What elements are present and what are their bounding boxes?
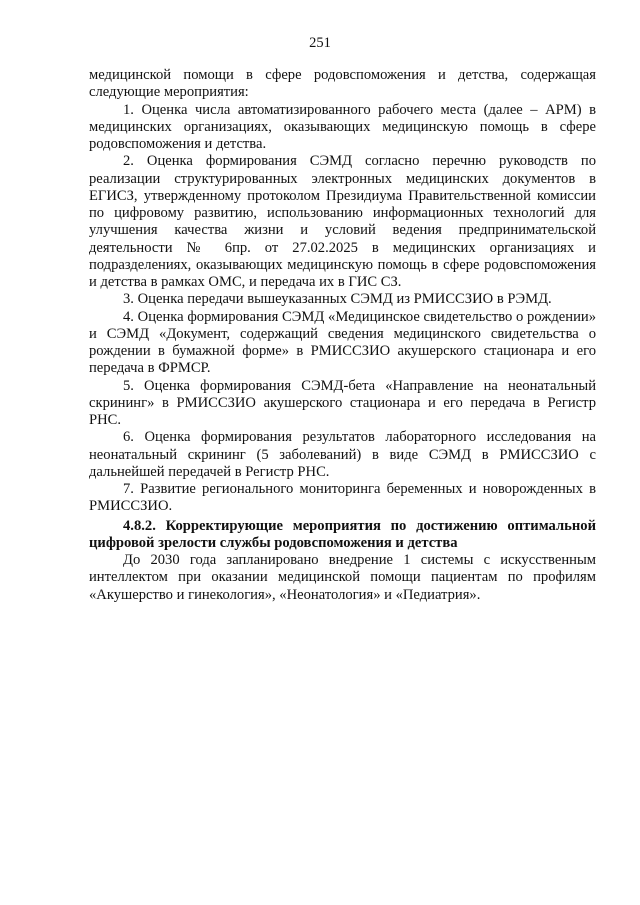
list-item-1: 1. Оценка числа автоматизированного рабочего места (далее – АРМ) в медицинских организациях, оказывающих медицинскую помощь в сфере родовспоможения и детства. bbox=[89, 101, 596, 152]
page-number: 251 bbox=[309, 35, 331, 51]
list-item-5: 5. Оценка формирования СЭМД-бета «Направление на неонатальный скрининг» в РМИССЗИО акушерского стационара и его передача в Регистр РНС. bbox=[89, 377, 596, 428]
section-heading: 4.8.2. Корректирующие мероприятия по достижению оптимальной цифровой зрелости службы родовспоможения и детства bbox=[89, 517, 596, 551]
section-paragraph: До 2030 года запланировано внедрение 1 системы с искусственным интеллектом при оказании медицинской помощи пациентам по профилям «Акушерство и гинекология», «Неонатология» и «Педиатрия». bbox=[89, 552, 596, 603]
list-item-3: 3. Оценка передачи вышеуказанных СЭМД из РМИССЗИО в РЭМД. bbox=[123, 291, 552, 308]
list-item-2: 2. Оценка формирования СЭМД согласно перечню руководств по реализации структурированных электронных медицинских документов в ЕГИСЗ, утвержденному протоколом Президиума Правительственной комиссии по цифровому развитию, использованию информационных технологий для улучшения качества жизни и условий ведения предпринимательской деятельности № 6пр. от 27.02.2025 в медицинских организациях и подразделениях, оказывающих медицинскую помощь в сфере родовспоможения и детства в рамках ОМС, и передача их в ГИС СЗ. bbox=[89, 153, 596, 290]
list-item-4: 4. Оценка формирования СЭМД «Медицинское свидетельство о рождении» и СЭМД «Документ, содержащий сведения медицинского свидетельства о рождении в бумажной форме» в РМИССЗИО акушерского стационара и его передача в ФРМСР. bbox=[89, 308, 596, 377]
list-item-7: 7. Развитие регионального мониторинга беременных и новорожденных в РМИССЗИО. bbox=[89, 481, 596, 515]
document-body bbox=[89, 67, 596, 604]
paragraph-intro: медицинской помощи в сфере родовспоможения и детства, содержащая следующие мероприятия: bbox=[89, 67, 596, 101]
list-item-6: 6. Оценка формирования результатов лабораторного исследования на неонатальный скрининг (5 заболеваний) в виде СЭМД в РМИССЗИО с дальнейшей передачей в Регистр РНС. bbox=[89, 429, 596, 480]
